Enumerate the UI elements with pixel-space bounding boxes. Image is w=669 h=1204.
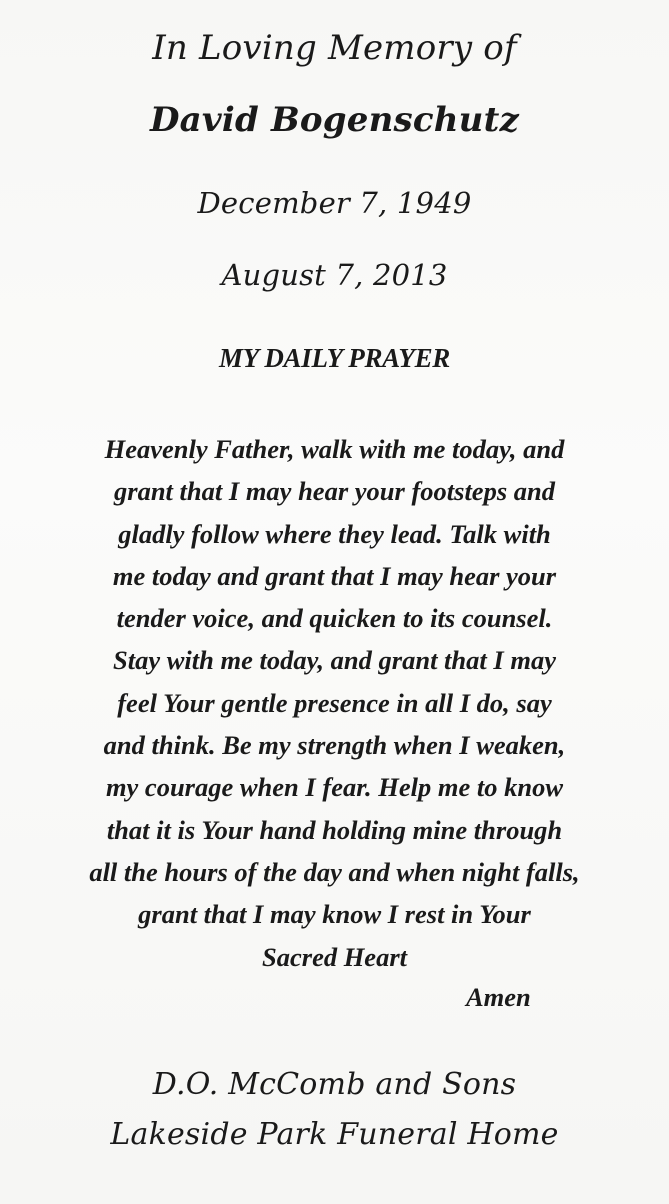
prayer-line: feel Your gentle presence in all I do, say — [117, 687, 552, 718]
funeral-home-name: D.O. McComb and Sons — [152, 1067, 517, 1102]
prayer-line: gladly follow where they lead. Talk with — [118, 518, 551, 549]
prayer-line: Heavenly Father, walk with me today, and — [104, 434, 565, 464]
prayer-line: and think. Be my strength when I weaken, — [103, 730, 566, 761]
prayer-line: all the hours of the day and when night falls, — [89, 856, 580, 887]
prayer-amen: Amen — [466, 982, 531, 1012]
deceased-name: David Bogenschutz — [149, 100, 520, 140]
prayer-line: that it is Your hand holding mine through — [106, 814, 563, 845]
death-date: August 7, 2013 — [221, 258, 448, 292]
prayer-line: my courage when I fear. Help me to know — [105, 772, 564, 803]
prayer-line: tender voice, and quicken to its counsel. — [116, 603, 553, 634]
prayer-line: grant that I may hear your footsteps and — [114, 476, 555, 507]
memorial-intro: In Loving Memory of — [152, 28, 517, 68]
birth-date: December 7, 1949 — [197, 186, 472, 220]
prayer-line: Sacred Heart — [262, 941, 407, 972]
prayer-title: MY DAILY PRAYER — [218, 343, 451, 373]
prayer-line: grant that I may know I rest in Your — [138, 899, 531, 930]
prayer-line: me today and grant that I may hear your — [112, 560, 557, 591]
prayer-text — [0, 428, 669, 978]
funeral-home-location: Lakeside Park Funeral Home — [110, 1117, 559, 1152]
prayer-line: Stay with me today, and grant that I may — [113, 645, 556, 676]
